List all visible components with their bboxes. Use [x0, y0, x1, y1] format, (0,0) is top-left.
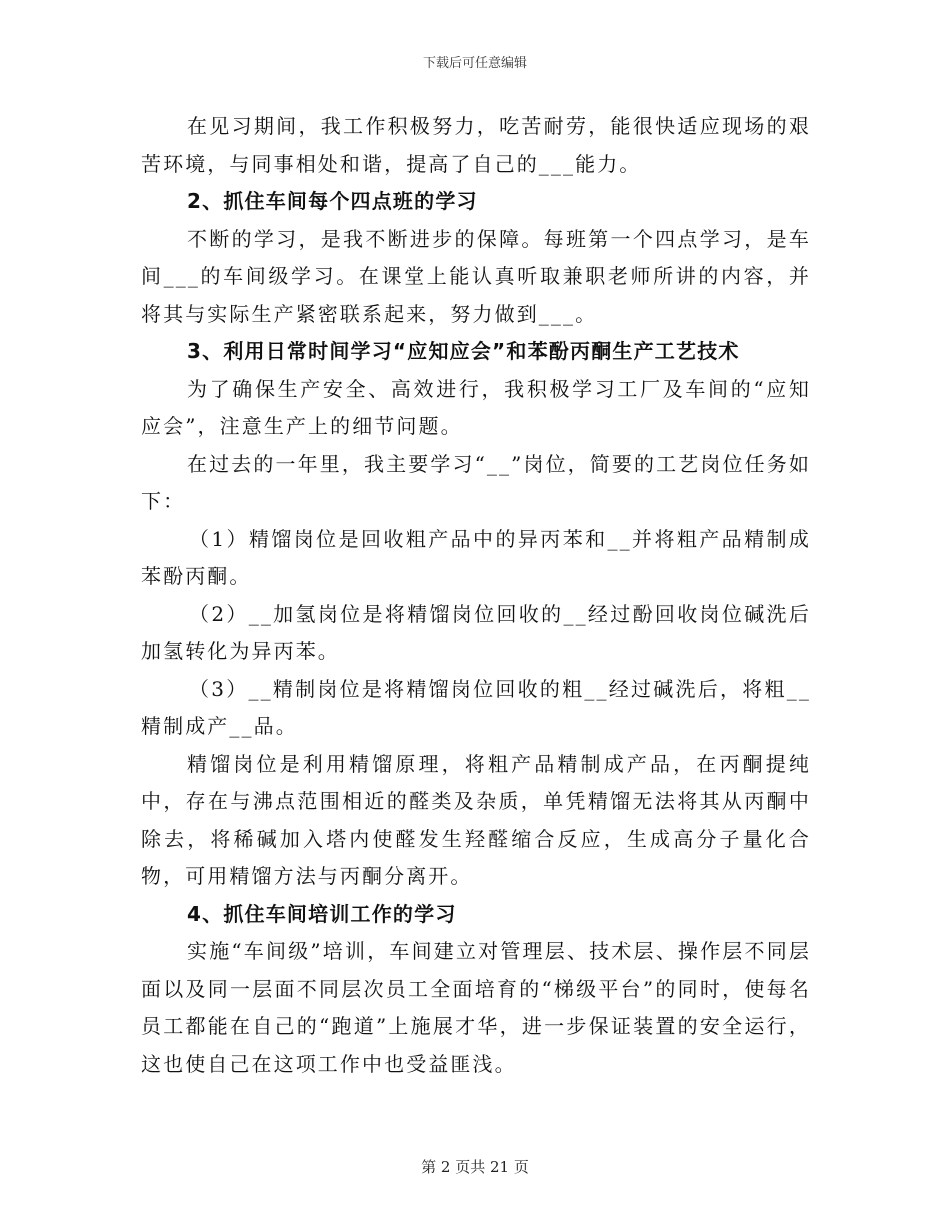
paragraph-continuous-learning: 不断的学习，是我不断进步的保障。每班第一个四点学习，是车间___的车间级学习。在课堂上能认真听取兼职老师所讲的内容，并将其与实际生产紧密联系起来，努力做到___。: [141, 226, 811, 326]
document-body: [141, 108, 811, 1083]
page-footer: 第 2 页共 21 页: [421, 1158, 529, 1176]
list-item-1: （1）精馏岗位是回收粗产品中的异丙苯和__并将粗产品精制成苯酚丙酮。: [141, 526, 811, 588]
section-heading-2: 2、抓住车间每个四点班的学习: [187, 189, 478, 213]
list-item-2: （2）__加氢岗位是将精馏岗位回收的__经过酚回收岗位碱洗后加氢转化为异丙苯。: [141, 601, 811, 663]
section-heading-3: 3、利用日常时间学习“应知应会”和苯酚丙酮生产工艺技术: [187, 339, 740, 363]
paragraph-training: 实施“车间级”培训，车间建立对管理层、技术层、操作层不同层面以及同一层面不同层次员工全面培育的“梯级平台”的同时，使每名员工都能在自己的“跑道”上施展才华，进一步保证装置的安全运行，这也使自己在这项工作中也受益匪浅。: [141, 939, 811, 1076]
page-header: 下载后可任意编辑: [422, 56, 527, 71]
paragraph-past-year: 在过去的一年里，我主要学习“__”岗位，简要的工艺岗位任务如下：: [141, 451, 811, 513]
list-item-3: （3）__精制岗位是将精馏岗位回收的粗__经过碱洗后，将粗__精制成产__品。: [141, 676, 811, 738]
paragraph-production-safety: 为了确保生产安全、高效进行，我积极学习工厂及车间的“应知应会”，注意生产上的细节问题。: [141, 376, 811, 438]
section-heading-4: 4、抓住车间培训工作的学习: [187, 901, 457, 926]
paragraph-internship: 在见习期间，我工作积极努力，吃苦耐劳，能很快适应现场的艰苦环境，与同事相处和谐，提高了自己的___能力。: [141, 114, 811, 176]
paragraph-distillation: 精馏岗位是利用精馏原理，将粗产品精制成产品，在丙酮提纯中，存在与沸点范围相近的醛类及杂质，单凭精馏无法将其从丙酮中除去，将稀碱加入塔内使醛发生羟醛缩合反应，生成高分子量化合物，可用精馏方法与丙酮分离开。: [141, 751, 811, 888]
